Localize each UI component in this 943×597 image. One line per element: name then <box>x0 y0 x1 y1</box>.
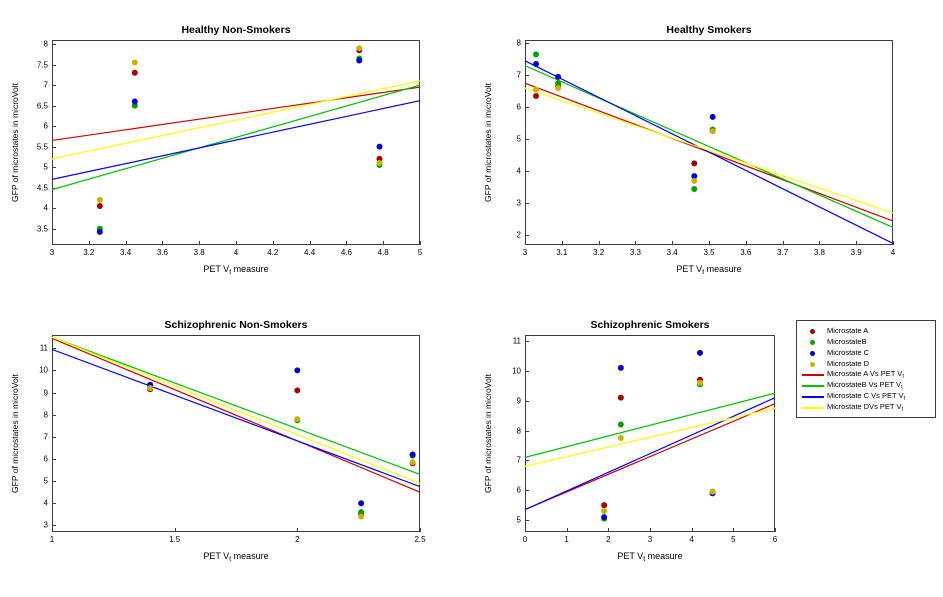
legend-marker-swatch-icon <box>802 359 824 369</box>
data-point <box>97 229 103 235</box>
chart-title-healthy-non-smokers: Healthy Non-Smokers <box>181 24 291 36</box>
data-point <box>697 350 703 356</box>
data-point <box>533 61 539 67</box>
fit-line <box>525 404 775 510</box>
fit-line <box>52 338 420 492</box>
x-tick-label: 0 <box>522 535 528 544</box>
x-tick-label: 1 <box>49 535 55 544</box>
chart-panel-healthy-smokers <box>473 24 896 289</box>
legend-item[interactable] <box>802 347 930 358</box>
data-point <box>555 74 561 80</box>
y-tick-label: 6 <box>43 121 48 131</box>
chart-title-schizophrenic-smokers: Schizophrenic Smokers <box>590 319 710 331</box>
legend-item[interactable] <box>802 380 930 391</box>
data-point <box>410 452 416 458</box>
fit-line <box>525 408 775 466</box>
fit-line <box>52 81 420 159</box>
y-tick-label: 7.5 <box>36 60 48 70</box>
y-tick-label: 5 <box>516 134 521 144</box>
data-point <box>618 422 624 428</box>
y-tick-label: 7 <box>516 70 521 80</box>
fit-line <box>52 85 420 190</box>
x-tick-label: 2 <box>606 535 611 544</box>
x-tick-label: 3 <box>647 535 653 544</box>
x-tick-label: 3.8 <box>193 248 205 257</box>
y-tick-label: 5.5 <box>36 142 48 152</box>
data-point <box>710 489 716 495</box>
data-point <box>601 514 607 520</box>
x-tick-label: 4.2 <box>267 248 279 257</box>
y-tick-label: 11 <box>39 343 48 353</box>
data-point <box>533 93 539 99</box>
legend-item[interactable] <box>802 336 930 347</box>
legend-label: Microstate A Vs PET $V_t$ <box>827 369 904 380</box>
data-point <box>555 85 561 91</box>
x-tick-label: 3.6 <box>156 248 168 257</box>
x-tickmark <box>420 528 421 532</box>
data-point <box>294 367 300 373</box>
legend-line-swatch-icon <box>802 381 824 391</box>
x-tick-label: 4.6 <box>340 248 352 257</box>
y-tick-label: 5 <box>516 515 521 525</box>
x-tick-label: 3.8 <box>813 248 825 257</box>
legend-item[interactable] <box>802 325 930 336</box>
data-point <box>697 380 703 386</box>
x-tick-label: 3 <box>49 248 55 257</box>
fit-line <box>525 61 893 244</box>
y-tick-label: 2 <box>516 230 521 240</box>
x-tick-label: 4 <box>233 248 239 257</box>
legend-item[interactable] <box>802 369 930 380</box>
data-point <box>97 197 103 203</box>
chart-title-healthy-smokers: Healthy Smokers <box>666 24 752 36</box>
x-tick-label: 3.9 <box>850 248 862 257</box>
y-tick-label: 10 <box>39 365 48 375</box>
x-tick-label: 3.2 <box>83 248 95 257</box>
y-tick-label: 4 <box>43 498 48 508</box>
legend-label: Microstate DVs PET $V_t$ <box>827 402 904 413</box>
x-tick-label: 3.4 <box>666 248 678 257</box>
fit-line <box>525 66 893 228</box>
x-tick-label: 4 <box>689 535 694 544</box>
legend-label: Microstate D <box>827 359 870 368</box>
x-tick-label: 5 <box>731 535 736 544</box>
data-point <box>97 203 103 209</box>
data-point <box>358 514 364 520</box>
y-axis-label-healthy-non-smokers: GFP of microstates in microVolt <box>10 83 20 202</box>
legend-line-swatch-icon <box>802 370 824 380</box>
x-tick-label: 3.6 <box>740 248 752 257</box>
x-tickmark <box>420 241 421 245</box>
data-point <box>533 87 539 93</box>
data-point <box>294 387 300 393</box>
legend-line-swatch-icon <box>802 403 824 413</box>
y-axis-label-schizophrenic-non-smokers: GFP of microstates in microVolt <box>10 374 20 493</box>
y-tick-label: 8 <box>516 38 521 48</box>
x-tick-label: 2.5 <box>414 535 426 544</box>
legend-marker-swatch-icon <box>802 337 824 347</box>
x-tick-label: 3.2 <box>593 248 605 257</box>
data-point <box>601 508 607 514</box>
x-tickmark <box>893 241 894 245</box>
x-tick-label: 3.1 <box>556 248 568 257</box>
chart-title-schizophrenic-non-smokers: Schizophrenic Non-Smokers <box>164 319 308 331</box>
y-tick-label: 7 <box>43 432 48 442</box>
data-point <box>691 178 697 184</box>
y-tick-label: 5 <box>43 476 48 486</box>
y-tick-label: 6 <box>516 485 521 495</box>
x-tick-label: 5 <box>417 248 423 257</box>
data-point <box>377 160 383 166</box>
x-tick-label: 3.4 <box>120 248 132 257</box>
y-tick-label: 10 <box>512 366 521 376</box>
x-tick-label: 4.4 <box>304 248 316 257</box>
x-tick-label: 1.5 <box>169 535 181 544</box>
data-point <box>691 160 697 166</box>
y-tick-label: 4 <box>516 166 521 176</box>
x-tick-label: 3.3 <box>629 248 641 257</box>
legend-label: MicrostateB Vs PET $V_t$ <box>827 380 903 391</box>
data-point <box>533 51 539 57</box>
series-layer-healthy-non-smokers <box>52 40 420 245</box>
data-point <box>294 416 300 422</box>
fit-line <box>525 393 775 457</box>
y-axis-label-healthy-smokers: GFP of microstates in microVolt <box>483 83 493 202</box>
figure-legend <box>796 320 936 418</box>
chart-panel-healthy-non-smokers <box>0 24 423 289</box>
y-tick-label: 6 <box>43 454 48 464</box>
data-point <box>132 99 138 105</box>
y-tick-label: 8 <box>516 426 521 435</box>
y-axis-label-schizophrenic-smokers: GFP of microstates in microVolt <box>483 374 493 493</box>
data-point <box>377 144 383 150</box>
series-layer-healthy-smokers <box>525 40 893 245</box>
series-layer-schizophrenic-smokers <box>525 335 775 532</box>
series-layer-schizophrenic-non-smokers <box>52 335 420 532</box>
x-axis-label-healthy-non-smokers: PET $V_t$ measure <box>203 264 269 276</box>
x-tick-label: 6 <box>772 535 778 544</box>
legend-item[interactable] <box>802 358 930 369</box>
data-point <box>618 435 624 441</box>
legend-item[interactable] <box>802 391 930 402</box>
x-tickmark <box>775 528 776 532</box>
fit-line <box>52 87 420 140</box>
x-axis-label-schizophrenic-non-smokers: PET $V_t$ measure <box>203 551 269 563</box>
y-tick-label: 7 <box>516 455 521 465</box>
y-tick-label: 4 <box>43 203 48 213</box>
data-point <box>710 114 716 120</box>
x-tick-label: 3 <box>522 248 528 257</box>
chart-panel-schizophrenic-smokers <box>473 319 778 576</box>
y-tick-label: 8 <box>43 410 48 420</box>
data-point <box>410 459 416 465</box>
data-point <box>132 60 138 66</box>
x-tick-label: 2 <box>295 535 300 544</box>
legend-marker-swatch-icon <box>802 348 824 358</box>
y-tick-label: 4.5 <box>36 183 48 193</box>
legend-label: Microstate C <box>827 348 870 357</box>
x-tick-label: 4.8 <box>377 248 389 257</box>
x-axis-label-healthy-smokers: PET $V_t$ measure <box>676 264 742 276</box>
y-tick-label: 7 <box>43 80 48 90</box>
y-tick-label: 6.5 <box>36 101 48 111</box>
data-point <box>132 70 138 76</box>
data-point <box>691 186 697 192</box>
y-tick-label: 11 <box>512 336 521 346</box>
data-point <box>147 385 153 391</box>
fit-line <box>525 88 893 213</box>
x-axis-label-schizophrenic-smokers: PET $V_t$ measure <box>617 551 683 563</box>
data-point <box>356 45 362 51</box>
chart-panel-schizophrenic-non-smokers <box>0 319 426 576</box>
y-tick-label: 8 <box>43 39 48 49</box>
legend-line-swatch-icon <box>802 392 824 402</box>
fit-line <box>525 398 775 510</box>
data-point <box>618 365 624 371</box>
x-tick-label: 1 <box>564 535 569 544</box>
fit-line <box>52 101 420 180</box>
fit-line <box>52 337 420 474</box>
y-tick-label: 6 <box>516 102 521 112</box>
y-tick-label: 5 <box>43 162 48 172</box>
data-point <box>710 128 716 134</box>
x-tick-label: 4 <box>890 248 896 257</box>
legend-marker-swatch-icon <box>802 326 824 336</box>
data-point <box>358 500 364 506</box>
fit-line <box>52 349 420 486</box>
data-point <box>601 502 607 508</box>
data-point <box>618 395 624 401</box>
legend-item[interactable] <box>802 402 930 413</box>
x-tick-label: 3.7 <box>777 248 789 257</box>
y-tick-label: 3 <box>43 520 48 530</box>
legend-label: Microstate C Vs PET $V_t$ <box>827 391 906 402</box>
legend-label: Microstate A <box>827 326 869 335</box>
data-point <box>356 58 362 64</box>
y-tick-label: 3.5 <box>36 224 48 234</box>
y-tick-label: 9 <box>43 388 48 398</box>
legend-label: MicrostateB <box>827 337 867 346</box>
y-tick-label: 3 <box>516 198 521 208</box>
y-tick-label: 9 <box>516 396 521 406</box>
x-tick-label: 3.5 <box>703 248 715 257</box>
fit-line <box>52 337 420 483</box>
